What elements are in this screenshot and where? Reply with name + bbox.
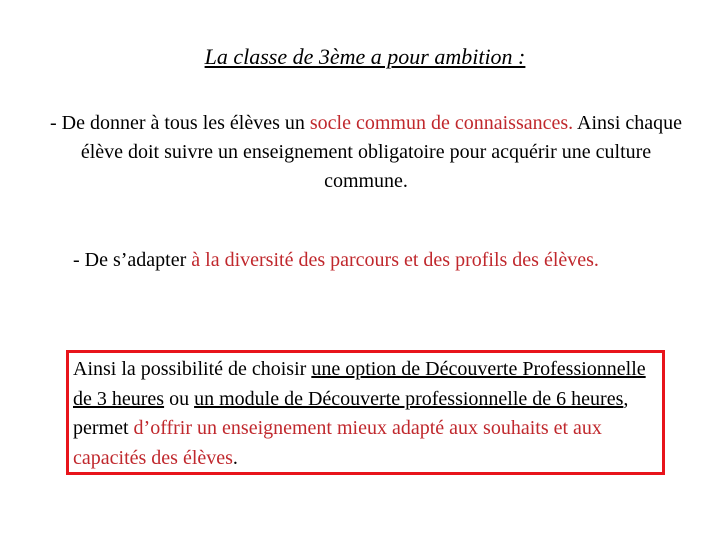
box-text: , permet xyxy=(73,387,629,439)
paragraph-text: Ainsi chaque élève doit suivre un enseignement obligatoire pour acquérir une culture commune. xyxy=(80,112,683,192)
option-3h-text: une option de Découverte Professionnelle de 3 heures xyxy=(73,358,646,410)
highlight-text: socle commun de connaissances. xyxy=(309,112,574,134)
box-paragraph xyxy=(73,355,665,473)
highlight-text: d’offrir un enseignement mieux adapté aux souhaits et aux capacités des élèves xyxy=(73,417,602,469)
box-text: Ainsi la possibilité de choisir xyxy=(73,358,312,380)
paragraph-socle-commun xyxy=(40,109,692,196)
module-6h-text: un module de Découverte professionnelle de 6 heures xyxy=(194,387,624,410)
paragraph-text: - De donner à tous les élèves un xyxy=(49,112,310,134)
highlight-text: à la diversité des parcours et des profils des élèves. xyxy=(191,249,599,271)
box-text: ou xyxy=(164,387,195,410)
slide-title: La classe de 3ème a pour ambition : xyxy=(204,44,526,69)
paragraph-diversite xyxy=(73,246,673,275)
box-text: . xyxy=(232,446,238,469)
paragraph-text: - De s’adapter xyxy=(73,249,192,271)
